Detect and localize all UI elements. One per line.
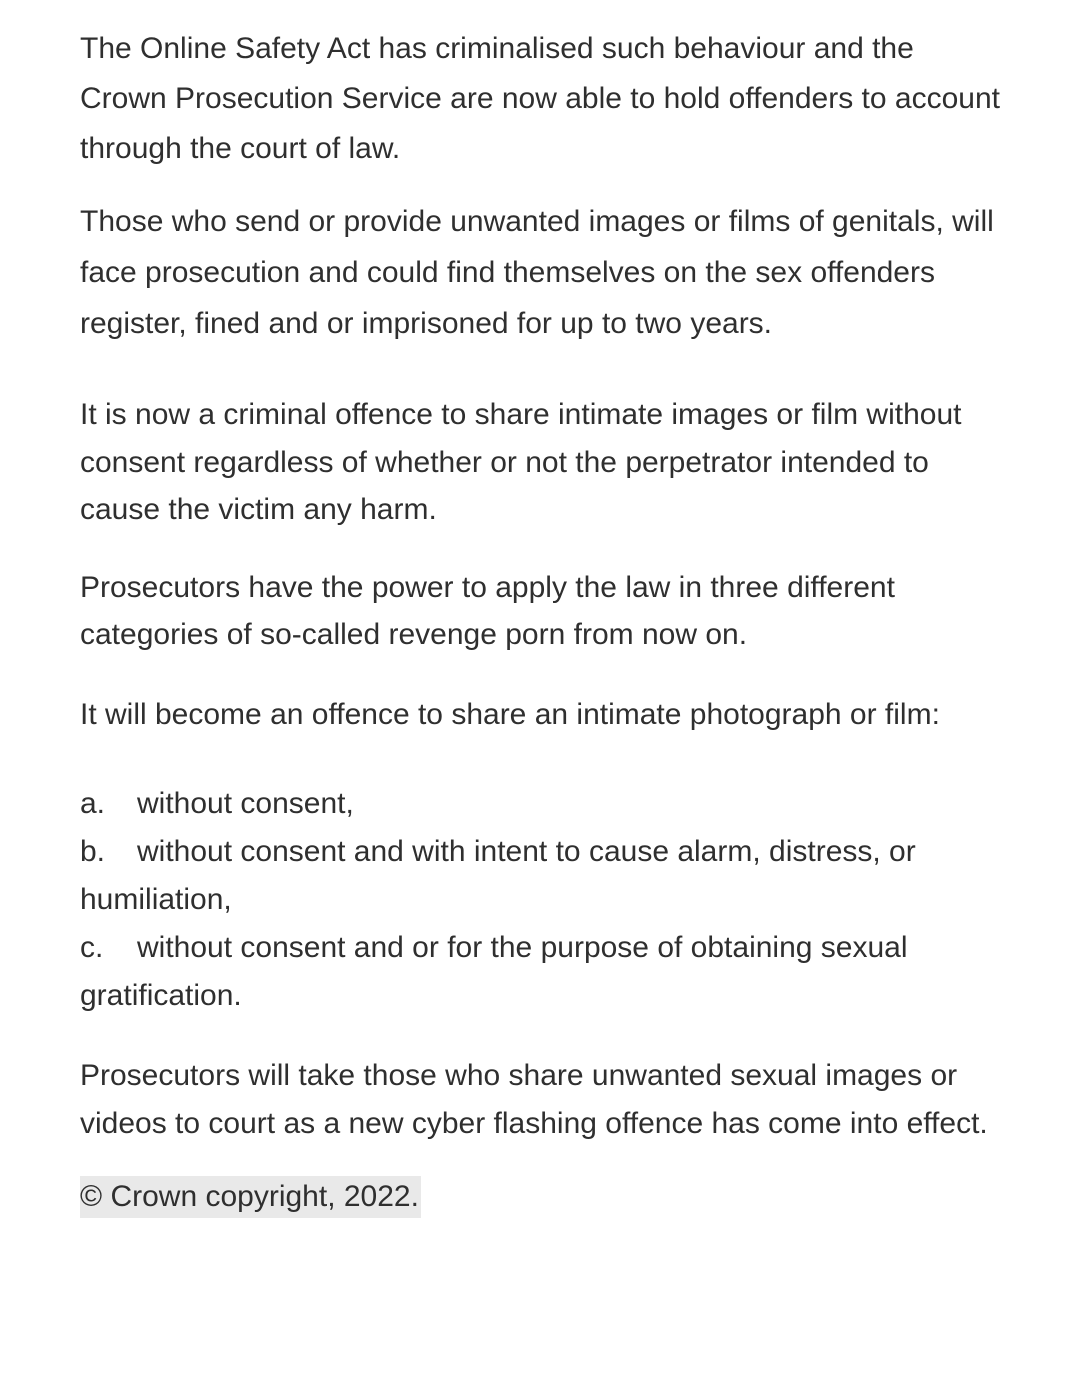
paragraph-offence-intro: It will become an offence to share an intimate photograph or film: bbox=[80, 697, 940, 731]
list-marker: b. bbox=[80, 835, 106, 868]
article-body bbox=[80, 24, 1000, 1218]
copyright-notice: © Crown copyright, 2022. bbox=[80, 1176, 421, 1218]
paragraph-unwanted-images: Those who send or provide unwanted images or films of genitals, will face prosecution and could find themselves on the sex offenders register, fined and or imprisoned for up to two years. bbox=[80, 205, 994, 340]
list-item bbox=[80, 780, 1000, 828]
paragraph-prosecutors-power: Prosecutors have the power to apply the law in three different categories of so-called revenge porn from now on. bbox=[80, 570, 895, 651]
list-item bbox=[80, 828, 1000, 924]
list-marker: a. bbox=[80, 787, 106, 820]
list-item-text: without consent and with intent to cause alarm, distress, or humiliation, bbox=[80, 835, 916, 916]
paragraph-cyber-flashing: Prosecutors will take those who share unwanted sexual images or videos to court as a new cyber flashing offence has come into effect. bbox=[80, 1059, 988, 1140]
list-item-text: without consent and or for the purpose of obtaining sexual gratification. bbox=[80, 931, 908, 1012]
list-marker: c. bbox=[80, 931, 104, 964]
offence-list bbox=[80, 780, 1000, 1020]
list-item bbox=[80, 924, 1000, 1020]
paragraph-criminal-offence: It is now a criminal offence to share intimate images or film without consent regardless of whether or not the perpetrator intended to cause the victim any harm. bbox=[80, 398, 962, 526]
paragraph-online-safety-act: The Online Safety Act has criminalised such behaviour and the Crown Prosecution Service are now able to hold offenders to account through the court of law. bbox=[80, 32, 1000, 165]
list-item-text: without consent, bbox=[137, 787, 354, 820]
